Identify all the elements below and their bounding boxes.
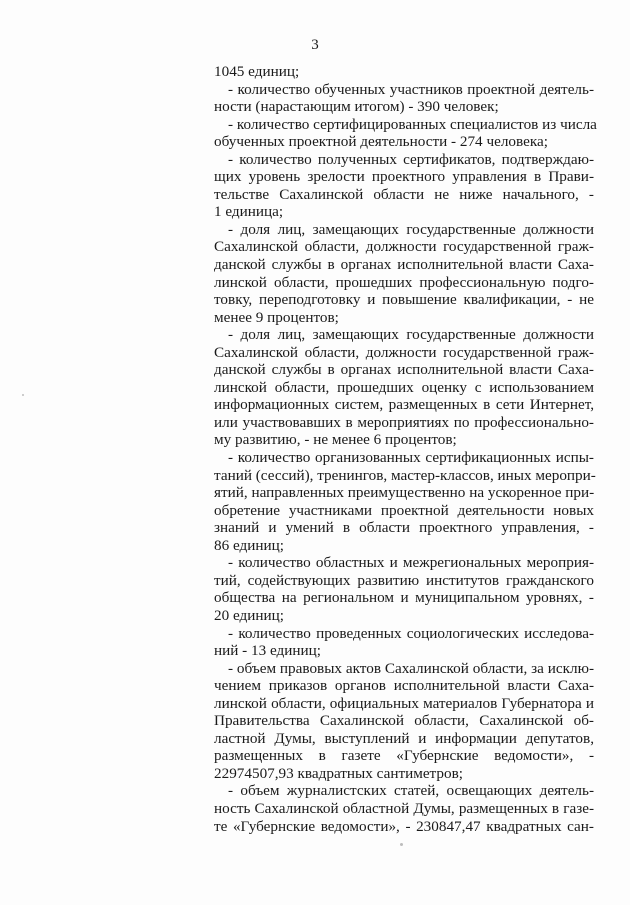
text-line: 86 единиц; [214,536,284,554]
text-line: общества на региональном и муниципальном уровнях, - [214,589,594,607]
text-line: Сахалинской области, должности государственной граж- [214,238,594,256]
text-line: Правительства Сахалинской области, Сахалинской об- [214,712,594,730]
text-line: ятий, направленных преимущественно на ускоренное при- [214,484,595,502]
text-line: обретение участниками проектной деятельности новых [214,501,594,519]
text-line: Сахалинской области, должности государственной граж- [214,343,594,361]
text-line: размещенных в газете «Губернские ведомости», - [214,747,594,765]
text-line: - объем правовых актов Сахалинской области, за исклю- [228,659,594,677]
text-line: ний - 13 единиц; [214,642,322,660]
scan-speck [22,394,24,396]
text-line: - количество проведенных социологических исследова- [228,624,594,642]
text-line: знаний и умений в области проектного управления, - [214,519,594,537]
text-line: те «Губернские ведомости», - 230847,47 квадратных сан- [214,817,594,835]
text-line: 20 единиц; [214,606,284,624]
text-line: тий, содействующих развитию институтов гражданского [214,571,594,589]
text-line: - доля лиц, замещающих государственные должности [228,220,594,238]
text-line: 22974507,93 квадратных сантиметров; [214,764,463,782]
text-line: му развитию, - не менее 6 процентов; [214,431,457,449]
text-line: или участвовавших в мероприятиях по профессионально- [214,413,594,431]
text-line: - количество обученных участников проектной деятель- [228,80,594,98]
text-line: линской области, прошедших оценку с использованием [214,378,594,396]
text-line: - количество полученных сертификатов, подтверждаю- [228,150,594,168]
document-body [214,63,597,835]
text-line: менее 9 процентов; [214,308,339,326]
text-line: 1 единица; [214,203,284,221]
text-line: данской службы в органах исполнительной власти Саха- [214,361,594,379]
text-line: обученных проектной деятельности - 274 человека; [214,133,548,151]
text-line: - доля лиц, замещающих государственные должности [228,326,594,344]
page-number: 3 [311,37,319,53]
text-line: тельстве Сахалинской области не ниже начального, - [214,185,594,203]
text-line: линской области, прошедших профессиональную подго- [214,273,594,291]
text-line: ности (нарастающим итогом) - 390 человек; [214,98,499,116]
text-line: - количество организованных сертификационных испы- [228,449,594,467]
text-line: щих уровень зрелости проектного управления в Прави- [214,168,594,186]
text-line: товку, переподготовку и повышение квалификации, - не [214,291,594,309]
text-line: линской области, официальных материалов Губернатора и [214,694,594,712]
text-line: - количество сертифицированных специалистов из числа [228,115,597,133]
scan-speck [400,843,403,846]
text-line: ластной Думы, выступлений и информации депутатов, [214,729,594,747]
text-line: - количество областных и межрегиональных мероприя- [228,554,594,572]
text-line: информационных систем, размещенных в сети Интернет, [214,396,594,414]
text-line: ность Сахалинской областной Думы, размещенных в газе- [214,799,594,817]
text-line: таний (сессий), тренингов, мастер-классов, иных меропри- [214,466,596,484]
text-line: 1045 единиц; [214,63,300,80]
text-line: - объем журналистских статей, освещающих деятель- [228,782,594,800]
text-line: данской службы в органах исполнительной власти Саха- [214,256,594,274]
text-line: чением приказов органов исполнительной власти Саха- [214,677,594,695]
